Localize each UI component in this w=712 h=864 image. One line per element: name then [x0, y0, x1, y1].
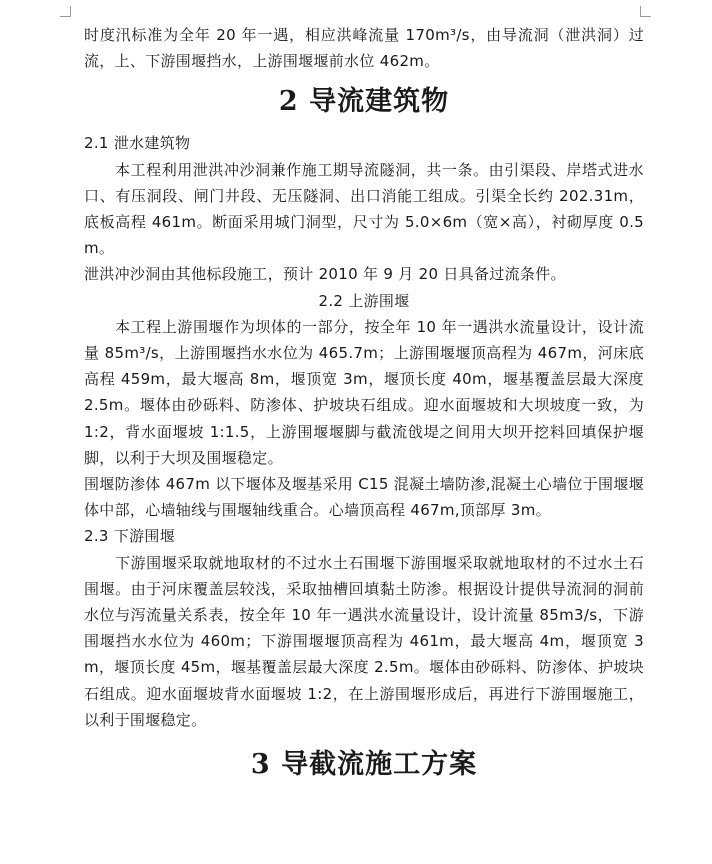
subsection-2-1-heading: 2.1 泄水建筑物	[84, 134, 191, 153]
subsection-2-2-paragraph-1: 本工程上游围堰作为坝体的一部分，按全年 10 年一遇洪水流量设计，设计流量 85m³/s，上游围堰挡水水位为 465.7m；上游围堰堰顶高程为 467m，河床底高程 459m，最大堰高 8m，堰顶宽 3m，堰顶长度 40m，堰基覆盖层最大深度 2.5m。堰体由砂砾料、防渗体、护坡块石组成。迎水面堰坡和大坝坡度一致，为 1:2，背水面堰坡 1:1.5，上游围堰堰脚与截流戗堤之间用大坝开挖料回填保护堰脚，以利于大坝及围堰稳定。	[84, 317, 644, 467]
intro-paragraph: 时度汛标准为全年 20 年一遇，相应洪峰流量 170m³/s，由导流洞（泄洪洞）过流，上、下游围堰挡水，上游围堰堰前水位 462m。	[84, 26, 644, 71]
subsection-2-3-paragraph-1: 下游围堰采取就地取材的不过水土石围堰下游围堰采取就地取材的不过水土石围堰。由于河床覆盖层较浅，采取抽槽回填黏土防渗。根据设计提供导流洞的洞前水位与泻流量关系表，按全年 10 年一遇洪水流量设计，设计流量 85m3/s，下游围堰挡水水位为 460m；下游围堰堰顶高程为 461m，最大堰高 4m，堰顶宽 3m，堰顶长度 45m，堰基覆盖层最大深度 2.5m。堰体由砂砾料、防渗体、护坡块石组成。迎水面堰坡背水面堰坡 1:2，在上游围堰形成后，再进行下游围堰施工，以利于围堰稳定。	[84, 553, 644, 729]
subsection-2-2-paragraph-2: 围堰防渗体 467m 以下堰体及堰基采用 C15 混凝土墙防渗,混凝土心墙位于围堰堰体中部，心墙轴线与围堰轴线重合。心墙顶高程 467m,顶部厚 3m。	[84, 475, 644, 520]
document-body	[84, 22, 644, 785]
subsection-2-1-paragraph-2: 泄洪冲沙洞由其他标段施工，预计 2010 年 9 月 20 日具备过流条件。	[84, 265, 566, 284]
subsection-2-1-paragraph-1: 本工程利用泄洪冲沙洞兼作施工期导流隧洞，共一条。由引渠段、岸塔式进水口、有压洞段、闸门井段、无压隧洞、出口消能工组成。引渠全长约 202.31m，底板高程 461m。断面采用城门洞型，尺寸为 5.0×6m（宽×高），衬砌厚度 0.5m。	[84, 160, 644, 258]
subsection-2-2-heading: 2.2 上游围堰	[318, 291, 410, 310]
section-2-heading: 2 导流建筑物	[278, 86, 450, 118]
crop-mark-top-right	[640, 6, 651, 17]
subsection-2-3-heading: 2.3 下游围堰	[84, 527, 176, 546]
crop-mark-top-left	[60, 6, 71, 17]
section-3-heading: 3 导截流施工方案	[250, 749, 478, 781]
